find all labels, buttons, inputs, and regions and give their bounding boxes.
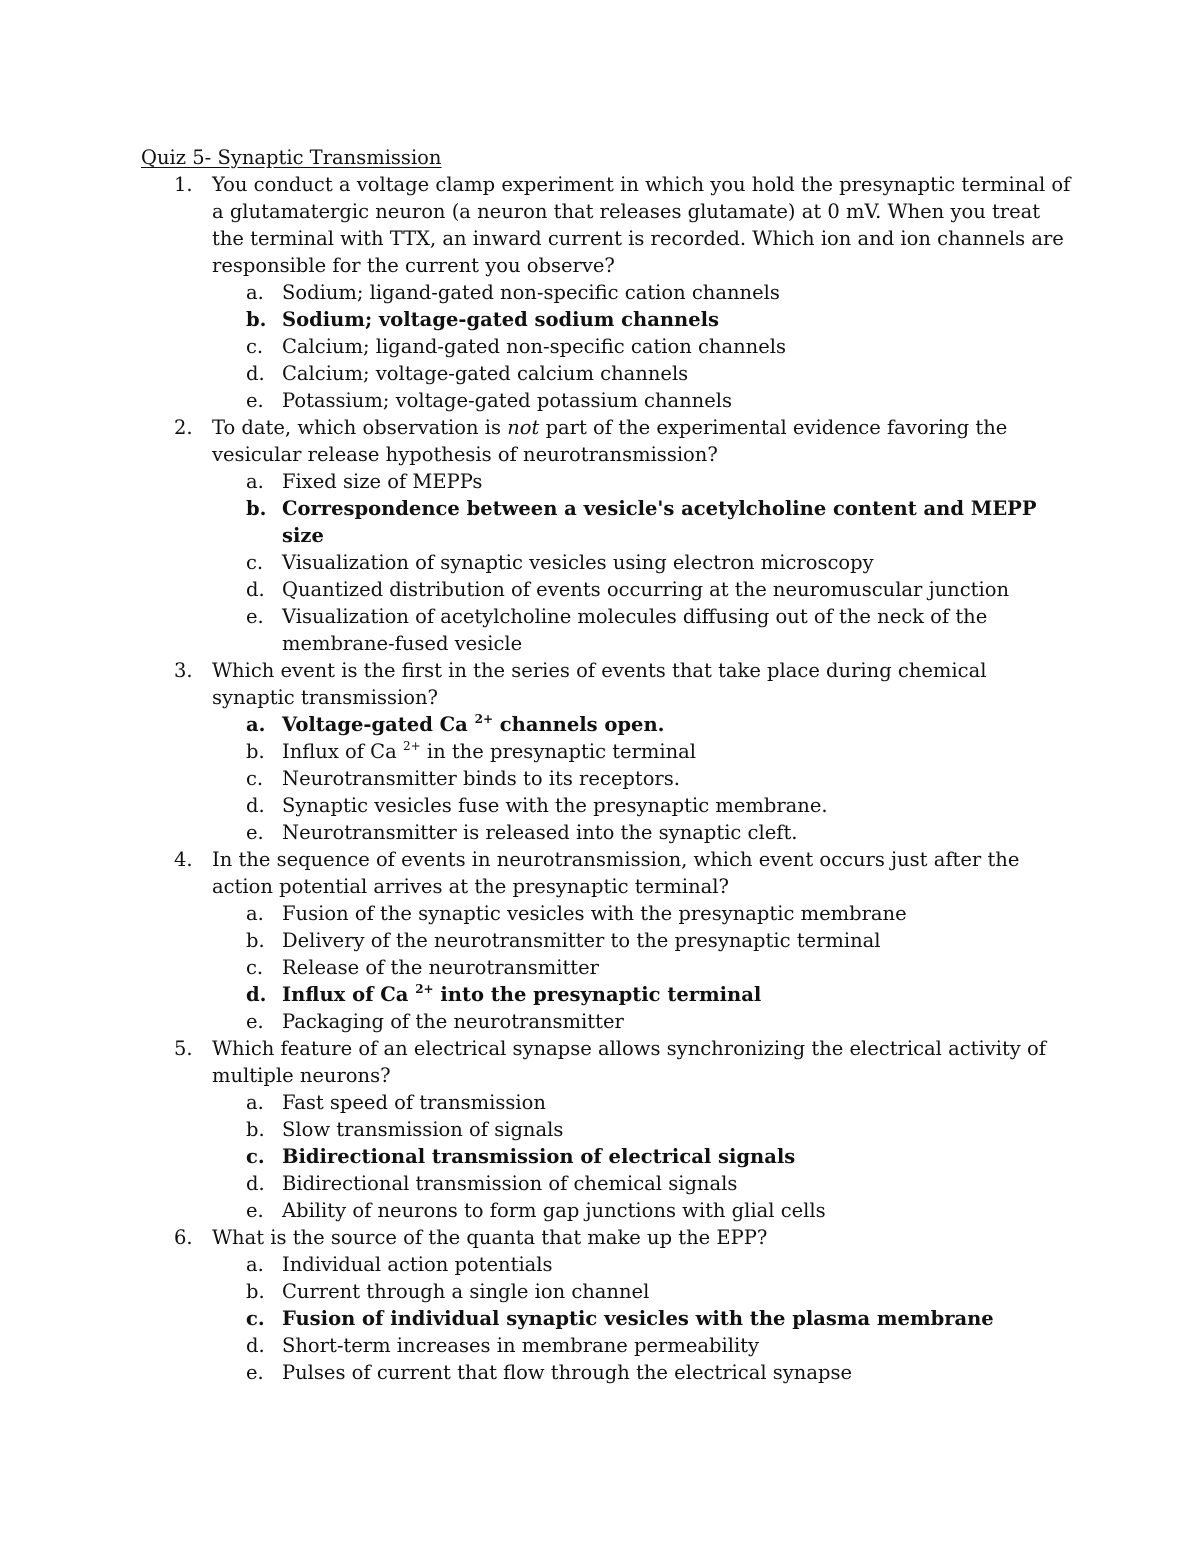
option-text: Delivery of the neurotransmitter to the presynaptic terminal bbox=[282, 929, 881, 952]
option-text: Slow transmission of signals bbox=[282, 1118, 564, 1141]
question-text: In the sequence of events in neurotransmission, which event occurs just after the action potential arrives at the presynaptic terminal? bbox=[212, 848, 1020, 898]
option-letter: e. bbox=[246, 821, 264, 844]
superscript: 2+ bbox=[474, 712, 493, 726]
question-text: Which feature of an electrical synapse allows synchronizing the electrical activity of multiple neurons? bbox=[212, 1037, 1046, 1087]
option-c bbox=[0, 765, 1082, 792]
option-letter: e. bbox=[246, 605, 264, 628]
option-text-part: channels open. bbox=[493, 713, 665, 736]
option-list bbox=[212, 1089, 1072, 1224]
option-d bbox=[0, 576, 1082, 603]
option-letter: d. bbox=[246, 362, 265, 385]
option-text: Fusion of individual synaptic vesicles with the plasma membrane bbox=[282, 1307, 994, 1330]
option-e bbox=[0, 387, 1082, 414]
question-text: You conduct a voltage clamp experiment in which you hold the presynaptic terminal of a glutamatergic neuron (a neuron that releases glutamate) at 0 mV. When you treat the terminal with TTX, an inward current is recorded. Which ion and ion channels are responsible for the current you observe? bbox=[212, 173, 1071, 277]
question-number: 1. bbox=[174, 173, 193, 196]
option-b-answer bbox=[0, 306, 1082, 333]
option-letter: c. bbox=[246, 1145, 265, 1168]
option-d bbox=[0, 360, 1082, 387]
option-text: Pulses of current that flow through the electrical synapse bbox=[282, 1361, 853, 1384]
question-text: What is the source of the quanta that make up the EPP? bbox=[212, 1226, 768, 1249]
option-text bbox=[282, 713, 664, 736]
option-a bbox=[0, 900, 1082, 927]
option-letter: e. bbox=[246, 1361, 264, 1384]
option-a bbox=[0, 1089, 1082, 1116]
option-c bbox=[0, 549, 1082, 576]
option-letter: a. bbox=[246, 281, 264, 304]
option-c-answer bbox=[0, 1143, 1082, 1170]
option-text: Individual action potentials bbox=[282, 1253, 553, 1276]
option-d bbox=[0, 1332, 1082, 1359]
option-a bbox=[0, 1251, 1082, 1278]
option-e bbox=[0, 819, 1082, 846]
page-title: Quiz 5- Synaptic Transmission bbox=[141, 146, 442, 169]
option-d bbox=[0, 1170, 1082, 1197]
question-1 bbox=[0, 171, 1072, 414]
option-text: Sodium; voltage-gated sodium channels bbox=[282, 308, 720, 331]
option-text-part: Influx of Ca bbox=[282, 983, 416, 1006]
option-letter: e. bbox=[246, 1010, 264, 1033]
option-text bbox=[282, 740, 696, 763]
option-b bbox=[0, 927, 1082, 954]
option-text: Visualization of acetylcholine molecules diffusing out of the neck of the membrane-fused vesicle bbox=[282, 605, 988, 655]
option-text: Calcium; ligand-gated non-specific cation channels bbox=[282, 335, 787, 358]
option-text-part: in the presynaptic terminal bbox=[420, 740, 697, 763]
option-letter: b. bbox=[246, 1118, 265, 1141]
option-letter: c. bbox=[246, 956, 264, 979]
option-letter: a. bbox=[246, 1253, 264, 1276]
option-text: Calcium; voltage-gated calcium channels bbox=[282, 362, 689, 385]
superscript: 2+ bbox=[402, 739, 421, 753]
question-5 bbox=[0, 1035, 1072, 1224]
option-letter: b. bbox=[246, 497, 267, 520]
option-text: Fast speed of transmission bbox=[282, 1091, 546, 1114]
option-text: Visualization of synaptic vesicles using electron microscopy bbox=[282, 551, 874, 574]
option-b-answer bbox=[0, 495, 1082, 549]
option-list bbox=[212, 900, 1072, 1035]
question-6 bbox=[0, 1224, 1072, 1386]
emphasis-text: not bbox=[507, 416, 540, 439]
option-letter: a. bbox=[246, 470, 264, 493]
option-letter: b. bbox=[246, 740, 265, 763]
option-c bbox=[0, 954, 1082, 981]
option-c bbox=[0, 333, 1082, 360]
option-letter: b. bbox=[246, 929, 265, 952]
option-e bbox=[0, 1197, 1082, 1224]
option-letter: e. bbox=[246, 1199, 264, 1222]
option-letter: c. bbox=[246, 1307, 265, 1330]
option-letter: a. bbox=[246, 1091, 264, 1114]
question-text-part: part of the experimental evidence favoring the vesicular release hypothesis of neurotransmission? bbox=[212, 416, 1008, 466]
option-text-part: Influx of Ca bbox=[282, 740, 403, 763]
question-text bbox=[212, 414, 1072, 468]
option-b bbox=[0, 738, 1082, 765]
question-3 bbox=[0, 657, 1072, 846]
option-letter: a. bbox=[246, 713, 266, 736]
option-list bbox=[212, 1251, 1072, 1386]
option-a bbox=[0, 468, 1082, 495]
option-text: Synaptic vesicles fuse with the presynaptic membrane. bbox=[282, 794, 828, 817]
option-b bbox=[0, 1278, 1082, 1305]
option-letter: b. bbox=[246, 308, 267, 331]
option-a-answer bbox=[0, 711, 1082, 738]
option-text-part: Voltage-gated Ca bbox=[282, 713, 475, 736]
option-text: Neurotransmitter is released into the synaptic cleft. bbox=[282, 821, 798, 844]
question-text-part: To date, which observation is bbox=[212, 416, 508, 439]
question-number: 6. bbox=[174, 1226, 193, 1249]
option-d-answer bbox=[0, 981, 1082, 1008]
option-letter: d. bbox=[246, 1334, 265, 1357]
option-letter: d. bbox=[246, 1172, 265, 1195]
question-number: 3. bbox=[174, 659, 193, 682]
question-list bbox=[0, 171, 1200, 1386]
option-text-part: into the presynaptic terminal bbox=[433, 983, 762, 1006]
option-text: Bidirectional transmission of electrical signals bbox=[282, 1145, 796, 1168]
option-text: Fixed size of MEPPs bbox=[282, 470, 483, 493]
option-letter: a. bbox=[246, 902, 264, 925]
option-text bbox=[282, 983, 761, 1006]
option-list bbox=[212, 711, 1072, 846]
option-e bbox=[0, 1359, 1082, 1386]
option-letter: c. bbox=[246, 767, 264, 790]
question-4 bbox=[0, 846, 1072, 1035]
option-letter: c. bbox=[246, 551, 264, 574]
question-2 bbox=[0, 414, 1072, 657]
option-letter: b. bbox=[246, 1280, 265, 1303]
option-text: Neurotransmitter binds to its receptors. bbox=[282, 767, 680, 790]
option-letter: d. bbox=[246, 578, 265, 601]
option-text: Fusion of the synaptic vesicles with the presynaptic membrane bbox=[282, 902, 907, 925]
option-letter: d. bbox=[246, 794, 265, 817]
option-letter: c. bbox=[246, 335, 264, 358]
option-b bbox=[0, 1116, 1082, 1143]
option-d bbox=[0, 792, 1082, 819]
option-e bbox=[0, 1008, 1082, 1035]
option-letter: d. bbox=[246, 983, 267, 1006]
question-number: 5. bbox=[174, 1037, 193, 1060]
option-letter: e. bbox=[246, 389, 264, 412]
superscript: 2+ bbox=[415, 982, 434, 996]
option-text: Correspondence between a vesicle's acetylcholine content and MEPP size bbox=[282, 497, 1037, 547]
option-list bbox=[212, 279, 1072, 414]
option-text: Packaging of the neurotransmitter bbox=[282, 1010, 624, 1033]
question-number: 2. bbox=[174, 416, 193, 439]
question-text: Which event is the first in the series of events that take place during chemical synaptic transmission? bbox=[212, 659, 987, 709]
option-text: Potassium; voltage-gated potassium channels bbox=[282, 389, 733, 412]
option-text: Bidirectional transmission of chemical signals bbox=[282, 1172, 738, 1195]
option-text: Short-term increases in membrane permeability bbox=[282, 1334, 760, 1357]
question-number: 4. bbox=[174, 848, 193, 871]
option-c-answer bbox=[0, 1305, 1082, 1332]
option-text: Sodium; ligand-gated non-specific cation channels bbox=[282, 281, 780, 304]
option-e bbox=[0, 603, 1082, 657]
option-list bbox=[212, 468, 1072, 657]
option-text: Release of the neurotransmitter bbox=[282, 956, 599, 979]
option-a bbox=[0, 279, 1082, 306]
option-text: Quantized distribution of events occurring at the neuromuscular junction bbox=[282, 578, 1010, 601]
option-text: Current through a single ion channel bbox=[282, 1280, 650, 1303]
option-text: Ability of neurons to form gap junctions with glial cells bbox=[282, 1199, 826, 1222]
